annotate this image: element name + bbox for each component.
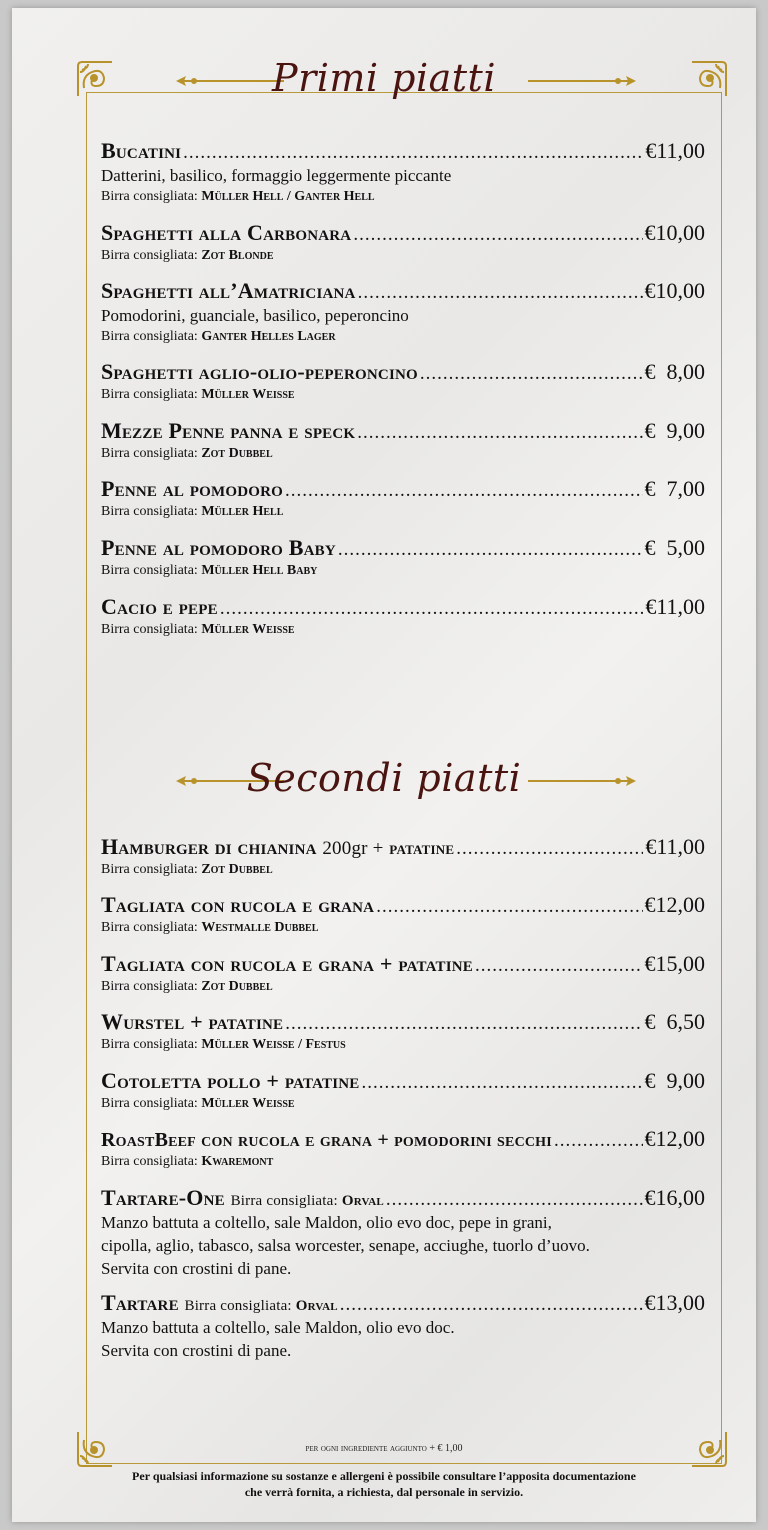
menu-item (101, 278, 705, 347)
dish-price: € 5,00 (644, 535, 705, 560)
dish-price: € 6,50 (644, 1009, 705, 1034)
beer-suggestion (101, 1152, 705, 1172)
menu-item (101, 1185, 705, 1280)
beer-name: Zot Dubbel (201, 446, 273, 461)
beer-name: Ganter Helles Lager (201, 329, 336, 344)
flourish-right-icon (528, 774, 636, 788)
beer-label: Birra consigliata: (101, 1037, 198, 1052)
dot-leader (338, 539, 643, 561)
menu-item (101, 220, 705, 266)
beer-label: Birra consigliata: (101, 387, 198, 402)
dish-price: €10,00 (644, 220, 705, 245)
beer-name: Müller Hell / Ganter Hell (201, 189, 375, 204)
dish-name: Penne al pomodoro (101, 476, 284, 501)
beer-name: Zot Dubbel (201, 979, 273, 994)
dish-price: €11,00 (645, 834, 705, 859)
dish-price: €15,00 (644, 951, 705, 976)
dish-price: €12,00 (644, 1126, 705, 1151)
dish-name: Spaghetti aglio-olio-peperoncino (101, 359, 418, 384)
beer-suggestion (101, 918, 705, 938)
beer-suggestion (101, 977, 705, 997)
allergen-notice-line: che verrà fornita, a richiesta, dal personale in servizio. (244, 1485, 524, 1499)
menu-item (101, 594, 705, 640)
dish-name: Tagliata con rucola e grana + patatine (101, 951, 473, 976)
beer-label: Birra consigliata: (101, 329, 198, 344)
dish-price: €13,00 (644, 1290, 705, 1315)
dish-description: Manzo battuta a coltello, sale Maldon, olio evo doc, pepe in grani, (101, 1213, 552, 1232)
dot-leader (183, 142, 643, 164)
dish-name: Wurstel + patatine (101, 1009, 284, 1034)
dish-name: Cotoletta pollo + patatine (101, 1068, 360, 1093)
beer-label: Birra consigliata: (101, 563, 198, 578)
dot-leader (357, 422, 642, 444)
dish-name-weight: 200gr + (322, 838, 384, 859)
dish-name-main: Hamburger di chianina (101, 834, 317, 859)
beer-label: Birra consigliata: (184, 1298, 292, 1314)
dish-name-main: Tartare (101, 1290, 179, 1315)
menu-item (101, 1126, 705, 1172)
beer-label: Birra consigliata: (101, 504, 198, 519)
dot-leader (220, 598, 644, 620)
dish-name (101, 834, 454, 860)
beer-suggestion (101, 860, 705, 880)
dot-leader (353, 224, 642, 246)
allergen-notice (60, 1468, 708, 1500)
beer-suggestion (101, 187, 705, 207)
beer-suggestion (101, 385, 705, 405)
menu-item (101, 834, 705, 880)
allergen-notice-line: Per qualsiasi informazione su sostanze e allergeni è possibile consultare l’apposita documentazione (132, 1469, 636, 1483)
dish-name (101, 1185, 384, 1211)
dot-leader (362, 1072, 643, 1094)
dot-leader (456, 838, 643, 860)
beer-suggestion (101, 561, 705, 581)
dot-leader (358, 282, 643, 304)
beer-suggestion (101, 327, 705, 347)
dish-price: €11,00 (645, 594, 705, 619)
dish-price: €16,00 (644, 1185, 705, 1210)
beer-label: Birra consigliata: (101, 1154, 198, 1169)
dot-leader (376, 896, 642, 918)
menu-item (101, 535, 705, 581)
dish-description: Pomodorini, guanciale, basilico, peperoncino (101, 306, 409, 325)
dot-leader (475, 955, 643, 977)
menu-item (101, 359, 705, 405)
beer-name: Kwaremont (201, 1154, 274, 1169)
menu-item (101, 1290, 705, 1362)
beer-suggestion (101, 1094, 705, 1114)
beer-name: Orval (295, 1298, 338, 1314)
beer-suggestion (184, 1298, 337, 1314)
extra-ingredient-note: per ogni ingrediente aggiunto + € 1,00 (305, 1443, 463, 1454)
dish-price: €10,00 (644, 278, 705, 303)
beer-label: Birra consigliata: (101, 622, 198, 637)
menu-item (101, 476, 705, 522)
menu-item (101, 892, 705, 938)
dish-name: Tagliata con rucola e grana (101, 892, 375, 917)
beer-name: Müller Weisse (201, 387, 295, 402)
dot-leader (285, 1013, 642, 1035)
section-title-secondi: Secondi piatti (246, 756, 522, 800)
dot-leader (554, 1130, 643, 1152)
beer-name: Müller Weisse (201, 1096, 295, 1111)
dish-name: Bucatini (101, 138, 182, 163)
beer-suggestion (101, 620, 705, 640)
dish-description: Servita con crostini di pane. (101, 1341, 292, 1360)
dish-name (101, 1290, 338, 1316)
dish-price: € 9,00 (644, 1068, 705, 1093)
dish-name-main: Tartare-One (101, 1185, 225, 1210)
section-title-primi: Primi piatti (272, 56, 496, 100)
dish-description: Servita con crostini di pane. (101, 1259, 292, 1278)
beer-label: Birra consigliata: (101, 862, 198, 877)
dish-name: Spaghetti all’Amatriciana (101, 278, 356, 303)
dish-price: €11,00 (645, 138, 705, 163)
dish-name: Spaghetti alla Carbonara (101, 220, 352, 245)
dish-name: RoastBeef con rucola e grana + pomodorini secchi (101, 1129, 552, 1151)
dish-name: Cacio e pepe (101, 594, 218, 619)
beer-label: Birra consigliata: (101, 189, 198, 204)
beer-suggestion (101, 444, 705, 464)
beer-name: Westmalle Dubbel (201, 920, 319, 935)
dish-price: € 7,00 (644, 476, 705, 501)
beer-suggestion (101, 502, 705, 522)
beer-name: Müller Hell (201, 504, 284, 519)
beer-name: Orval (341, 1193, 384, 1209)
dish-price: € 9,00 (644, 418, 705, 443)
dish-description: cipolla, aglio, tabasco, salsa worcester, senape, acciughe, tuorlo d’uovo. (101, 1236, 590, 1255)
flourish-right-icon (528, 74, 636, 88)
beer-suggestion (101, 1035, 705, 1055)
menu-item (101, 1009, 705, 1055)
beer-name: Zot Blonde (201, 248, 274, 263)
beer-label: Birra consigliata: (230, 1193, 338, 1209)
beer-suggestion (101, 246, 705, 266)
dish-description: Datterini, basilico, formaggio leggermente piccante (101, 166, 452, 185)
menu-item (101, 418, 705, 464)
dish-name: Penne al pomodoro Baby (101, 535, 336, 560)
dot-leader (386, 1189, 643, 1211)
menu-item (101, 951, 705, 997)
beer-name: Müller Hell Baby (201, 563, 318, 578)
beer-label: Birra consigliata: (101, 446, 198, 461)
beer-name: Zot Dubbel (201, 862, 273, 877)
dish-description: Manzo battuta a coltello, sale Maldon, olio evo doc. (101, 1318, 455, 1337)
dot-leader (285, 480, 642, 502)
dish-name: Mezze Penne panna e speck (101, 418, 356, 443)
dot-leader (420, 363, 643, 385)
dish-name-suffix: patatine (389, 838, 455, 858)
dot-leader (340, 1294, 643, 1316)
menu-item (101, 1068, 705, 1114)
beer-suggestion (231, 1193, 384, 1209)
beer-name: Müller Weisse (201, 622, 295, 637)
beer-label: Birra consigliata: (101, 920, 198, 935)
beer-name: Müller Weisse / Festus (201, 1037, 346, 1052)
beer-label: Birra consigliata: (101, 1096, 198, 1111)
menu-item (101, 138, 705, 207)
dish-price: €12,00 (644, 892, 705, 917)
dish-price: € 8,00 (644, 359, 705, 384)
beer-label: Birra consigliata: (101, 248, 198, 263)
beer-label: Birra consigliata: (101, 979, 198, 994)
